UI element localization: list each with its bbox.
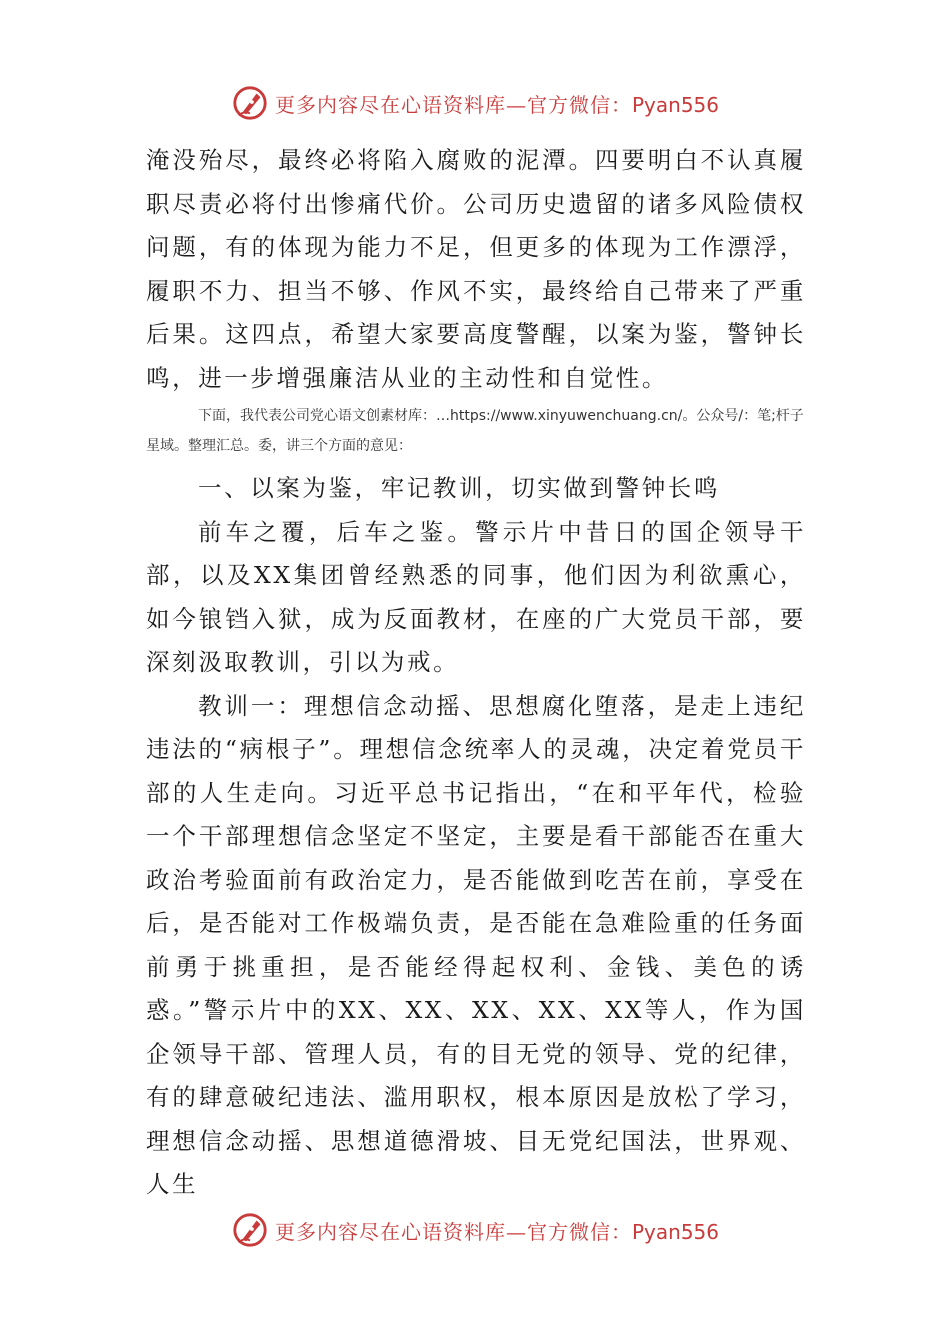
footer-banner-text: 更多内容尽在心语资料库—官方微信：Pyan556 [274,1219,719,1244]
document-body [146,139,806,1207]
footer-wechat-id: Pyan556 [631,1219,719,1244]
paragraph-2: 前车之覆，后车之鉴。警示片中昔日的国企领导干部，以及XX集团曾经熟悉的同事，他们因为利欲熏心，如今锒铛入狱，成为反面教材，在座的广大党员干部，要深刻汲取教训，引以为戒。 [146,517,806,676]
pen-nib-logo-icon [231,1211,269,1249]
section-heading-1: 一、以案为鉴，牢记教训，切实做到警钟长鸣 [198,474,720,502]
header-wechat-id: Pyan556 [631,92,719,117]
header-banner [0,83,950,123]
pen-nib-logo-icon [231,84,269,122]
header-banner-text: 更多内容尽在心语资料库—官方微信：Pyan556 [274,92,719,117]
footer-banner [0,1210,950,1250]
source-note: 下面，我代表公司党心语文创素材库：…https://www.xinyuwenchuang.cn/。公众号/：笔;杆子星域。整理汇总。委，讲三个方面的意见： [146,408,804,454]
paragraph-3: 教训一：理想信念动摇、思想腐化堕落，是走上违纪违法的“病根子”。理想信念统率人的灵魂，决定着党员干部的人生走向。习近平总书记指出，“在和平年代，检验一个干部理想信念坚定不坚定，主要是看干部能否在重大政治考验面前有政治定力，是否能做到吃苦在前，享受在后，是否能对工作极端负责，是否能在急难险重的任务面前勇于挑重担，是否能经得起权利、金钱、美色的诱惑。”警示片中的XX、XX、XX、XX、XX等人，作为国企领导干部、管理人员，有的目无党的领导、党的纪律，有的肆意破纪违法、滥用职权，根本原因是放松了学习，理想信念动摇、思想道德滑坡、目无党纪国法，世界观、人生 [146,691,806,1198]
paragraph-1: 淹没殆尽，最终必将陷入腐败的泥潭。四要明白不认真履职尽责必将付出惨痛代价。公司历史遗留的诸多风险债权问题，有的体现为能力不足，但更多的体现为工作漂浮，履职不力、担当不够、作风不实，最终给自己带来了严重后果。这四点，希望大家要高度警醒，以案为鉴，警钟长鸣，进一步增强廉洁从业的主动性和自觉性。 [146,146,806,392]
